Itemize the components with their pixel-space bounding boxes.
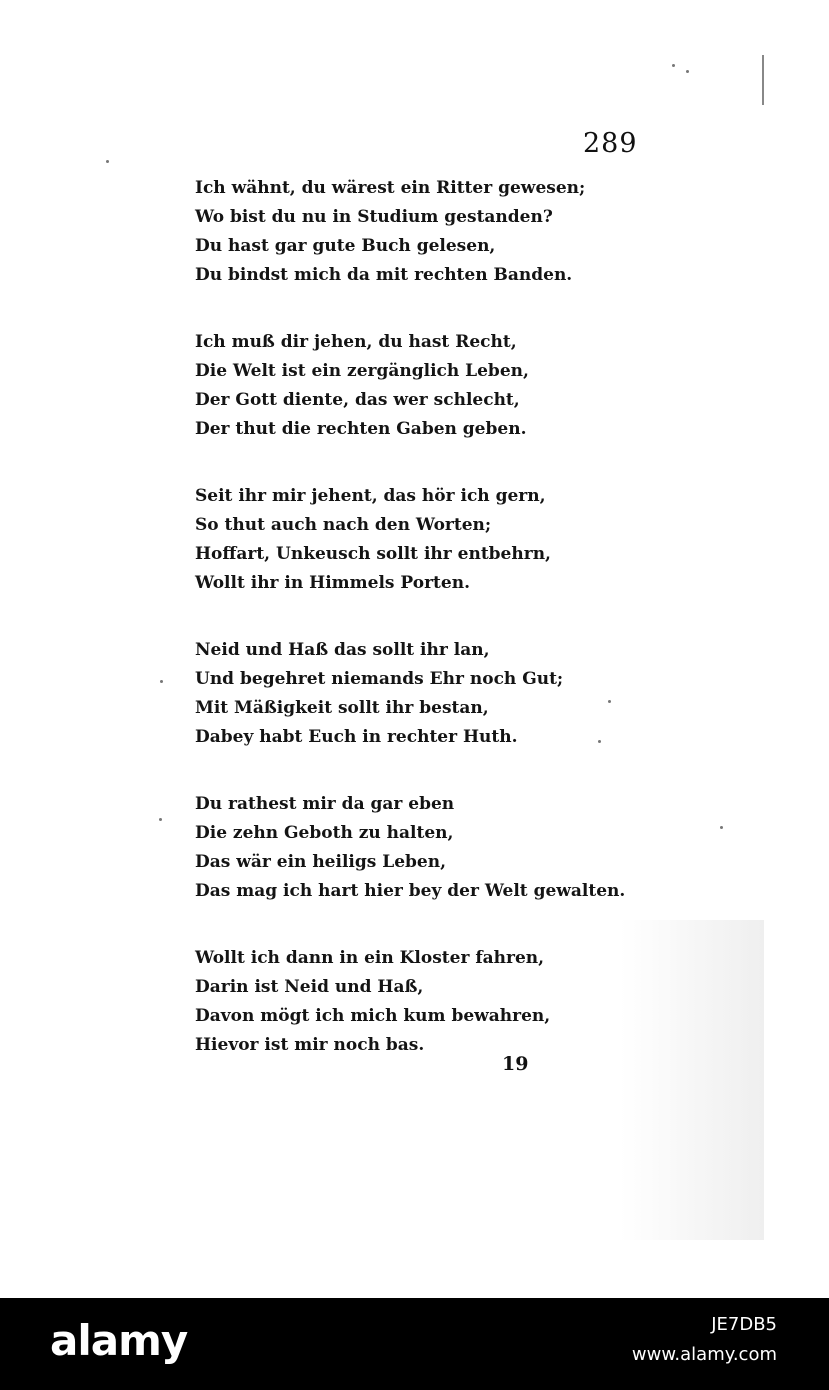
verse-line: Dabey habt Euch in rechter Huth. xyxy=(195,727,518,747)
verse-line: Das wär ein heiligs Leben, xyxy=(195,852,446,872)
dust-speck xyxy=(720,826,723,829)
stanza xyxy=(195,636,615,752)
verse-line: Die Welt ist ein zergänglich Leben, xyxy=(195,361,529,381)
verse-line: Mit Mäßigkeit sollt ihr bestan, xyxy=(195,698,489,718)
dust-speck xyxy=(106,160,109,163)
verse-line: Der thut die rechten Gaben geben. xyxy=(195,419,527,439)
verse-line: Wollt ihr in Himmels Porten. xyxy=(195,573,470,593)
alamy-logo: alamy xyxy=(50,1316,188,1365)
signature-number: 19 xyxy=(502,1053,529,1075)
verse-line: Das mag ich hart hier bey der Welt gewalten. xyxy=(195,881,626,901)
page-number: 289 xyxy=(583,128,638,159)
verse-line: Du rathest mir da gar eben xyxy=(195,794,455,814)
verse-line: Hievor ist mir noch bas. xyxy=(195,1035,425,1055)
verse-line: Neid und Haß das sollt ihr lan, xyxy=(195,640,490,660)
stanza xyxy=(195,944,615,1060)
poem xyxy=(195,174,626,1098)
verse-line: Wo bist du nu in Studium gestanden? xyxy=(195,207,553,227)
verse-line: Ich wähnt, du wärest ein Ritter gewesen; xyxy=(195,178,586,198)
dust-speck xyxy=(672,64,675,67)
stanza xyxy=(195,790,626,906)
verse-line: Wollt ich dann in ein Kloster fahren, xyxy=(195,948,545,968)
page-edge-mark xyxy=(762,55,764,105)
dust-speck xyxy=(159,818,162,821)
verse-line: Du hast gar gute Buch gelesen, xyxy=(195,236,496,256)
verse-line: Der Gott diente, das wer schlecht, xyxy=(195,390,520,410)
stanza xyxy=(195,174,615,290)
verse-line: Hoffart, Unkeusch sollt ihr entbehrn, xyxy=(195,544,551,564)
verse-line: Und begehret niemands Ehr noch Gut; xyxy=(195,669,564,689)
stanza xyxy=(195,328,615,444)
verse-line: Darin ist Neid und Haß, xyxy=(195,977,424,997)
watermark-bar xyxy=(0,1298,829,1390)
verse-line: Die zehn Geboth zu halten, xyxy=(195,823,454,843)
verse-line: Davon mögt ich mich kum bewahren, xyxy=(195,1006,551,1026)
verse-line: Du bindst mich da mit rechten Banden. xyxy=(195,265,573,285)
stanza xyxy=(195,482,615,598)
scan-shadow xyxy=(620,920,764,1240)
image-id: JE7DB5 xyxy=(711,1314,777,1335)
verse-line: Seit ihr mir jehent, das hör ich gern, xyxy=(195,486,546,506)
verse-line: So thut auch nach den Worten; xyxy=(195,515,492,535)
dust-speck xyxy=(160,680,163,683)
dust-speck xyxy=(686,70,689,73)
site-url: www.alamy.com xyxy=(631,1344,777,1365)
verse-line: Ich muß dir jehen, du hast Recht, xyxy=(195,332,517,352)
